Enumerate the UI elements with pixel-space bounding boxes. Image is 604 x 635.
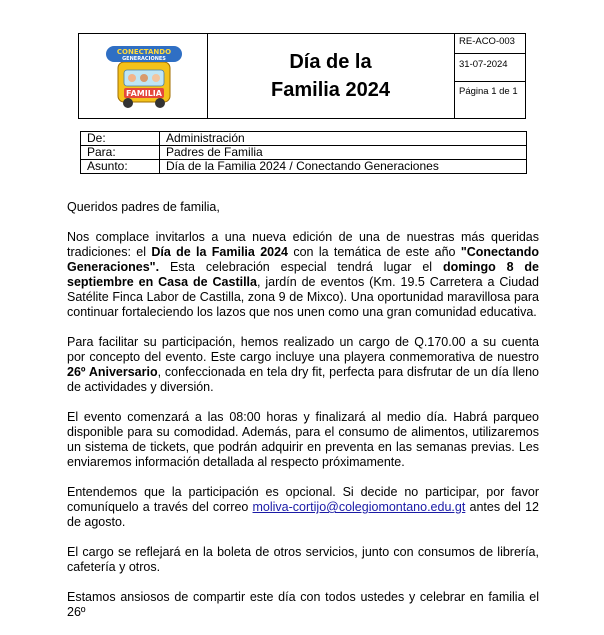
- conectando-generaciones-logo: [98, 42, 190, 112]
- paragraph-6: Estamos ansiosos de compartir este día con todos ustedes y celebrar en familia el 26º: [67, 590, 539, 619]
- letter-body: [67, 200, 539, 635]
- memo-value: Día de la Familia 2024 / Conectando Generaciones: [160, 160, 527, 174]
- memo-label: Asunto:: [81, 160, 160, 174]
- contact-email-link[interactable]: moliva-cortijo@colegiomontano.edu.gt: [252, 500, 466, 514]
- memo-row-from: [81, 132, 527, 146]
- logo-cell: [79, 34, 208, 118]
- memo-label: Para:: [81, 146, 160, 160]
- paragraph-1: Nos complace invitarlos a una nueva edición de una de nuestras más queridas tradiciones: el Día de la Familia 2024 con la temática de este año "Conectando Generaciones". Esta celebración especial tendrá lugar el domingo 8 de septiembre en Casa de Castilla, jardín de eventos (Km. 19.5 Carretera a Ciudad Satélite Finca Labor de Castilla, zona 9 de Mixco). Una oportunidad maravillosa para continuar fortaleciendo los lazos que nos unen como una gran comunidad educativa.: [67, 230, 539, 319]
- title-line-1: Día de la: [289, 51, 372, 73]
- paragraph-3: El evento comenzará a las 08:00 horas y finalizará al medio día. Habrá parqueo disponible para su comodidad. Además, para el consumo de alimentos, utilizaremos un sistema de tickets, que podrán adquirir en preventa en las semanas previas. Les enviaremos información detallada al respecto próximamente.: [67, 410, 539, 469]
- logo-text-top: CONECTANDO: [116, 48, 172, 56]
- memo-label: De:: [81, 132, 160, 146]
- memo-value: Padres de Familia: [160, 146, 527, 160]
- greeting: Queridos padres de familia,: [67, 200, 220, 214]
- memo-row-to: [81, 146, 527, 160]
- paragraph-2: Para facilitar su participación, hemos realizado un cargo de Q.170.00 a su cuenta por concepto del evento. Este cargo incluye una playera conmemorativa de nuestro 26º Aniversario, confeccionada en tela dry fit, perfecta para disfrutar de un día lleno de actividades y diversión.: [67, 335, 539, 394]
- document-info: [455, 34, 525, 118]
- memo-table: [80, 131, 527, 174]
- paragraph-4: Entendemos que la participación es opcional. Si decide no participar, por favor comuníquelo a través del correo moliva-cortijo@colegiomontano.edu.gt antes del 12 de agosto.: [67, 485, 539, 529]
- paragraph-5: El cargo se reflejará en la boleta de otros servicios, junto con consumos de librería, cafetería y otros.: [67, 545, 539, 574]
- document-title: [207, 34, 455, 118]
- logo-text-mid: GENERACIONES: [122, 56, 166, 62]
- doc-code: RE-ACO-003: [455, 34, 525, 54]
- memo-row-subject: [81, 160, 527, 174]
- title-line-2: Familia 2024: [271, 79, 390, 101]
- page-number: Página 1 de 1: [459, 86, 518, 97]
- doc-date: 31-07-2024: [455, 55, 525, 82]
- document-header: [78, 33, 526, 119]
- memo-value: Administración: [160, 132, 527, 146]
- logo-text-bottom: FAMILIA: [126, 89, 162, 98]
